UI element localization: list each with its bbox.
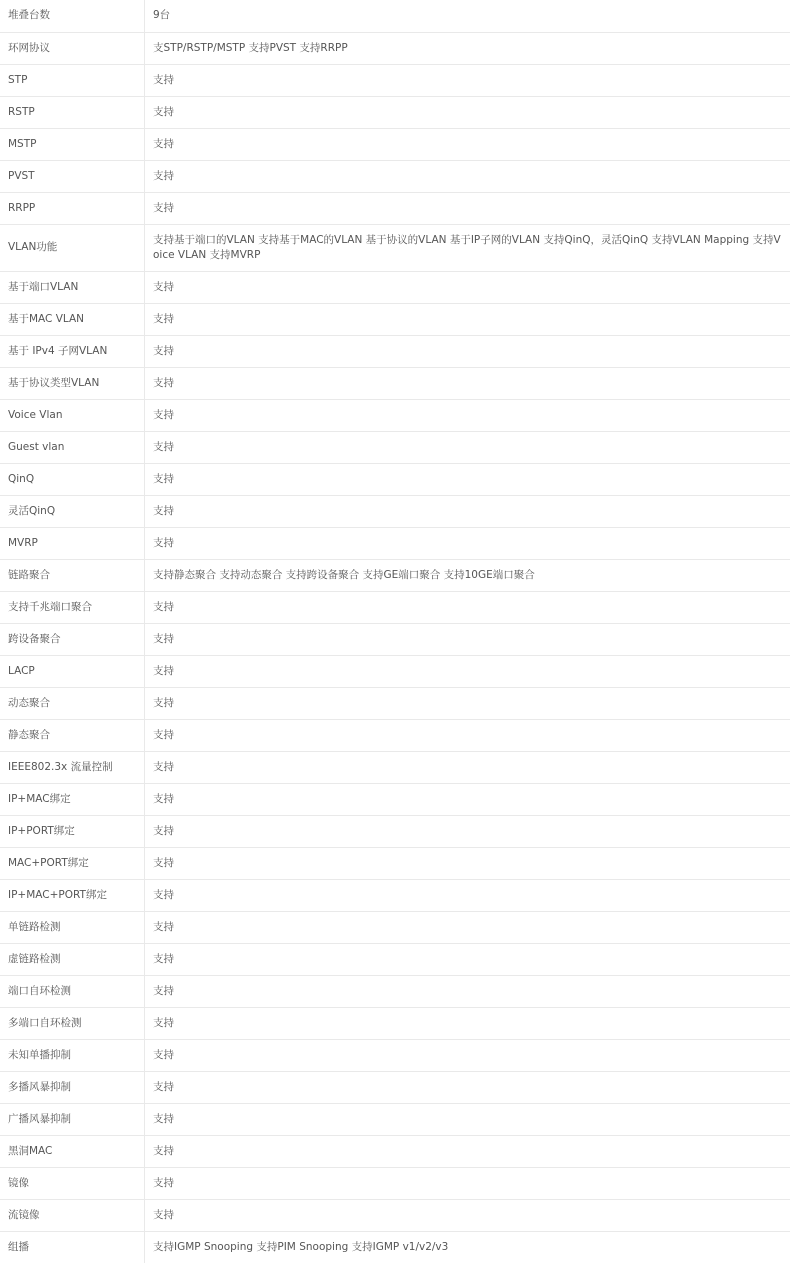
spec-value: 支持 <box>145 271 790 303</box>
spec-row <box>0 879 790 911</box>
spec-label: RSTP <box>0 96 145 128</box>
spec-label: RRPP <box>0 192 145 224</box>
spec-label: Voice Vlan <box>0 399 145 431</box>
spec-row <box>0 943 790 975</box>
spec-row <box>0 32 790 64</box>
spec-row <box>0 623 790 655</box>
spec-label: QinQ <box>0 463 145 495</box>
spec-row <box>0 224 790 271</box>
spec-label: 组播 <box>0 1231 145 1263</box>
spec-label: 流镜像 <box>0 1199 145 1231</box>
spec-row <box>0 1135 790 1167</box>
spec-row <box>0 655 790 687</box>
spec-row <box>0 1071 790 1103</box>
spec-row <box>0 335 790 367</box>
spec-row <box>0 192 790 224</box>
spec-value: 支持 <box>145 975 790 1007</box>
spec-value: 支持 <box>145 64 790 96</box>
spec-row <box>0 1007 790 1039</box>
spec-label: 基于协议类型VLAN <box>0 367 145 399</box>
spec-value: 支持 <box>145 1167 790 1199</box>
spec-label: LACP <box>0 655 145 687</box>
spec-row <box>0 399 790 431</box>
spec-row <box>0 719 790 751</box>
spec-row <box>0 751 790 783</box>
spec-value: 支持 <box>145 192 790 224</box>
spec-label: STP <box>0 64 145 96</box>
spec-value: 支持IGMP Snooping 支持PIM Snooping 支持IGMP v1/v2/v3 <box>145 1231 790 1263</box>
spec-label: 虚链路检测 <box>0 943 145 975</box>
spec-label: 支持千兆端口聚合 <box>0 591 145 623</box>
spec-label: MVRP <box>0 527 145 559</box>
spec-value: 支持 <box>145 303 790 335</box>
spec-row <box>0 0 790 32</box>
spec-row <box>0 911 790 943</box>
spec-label: 基于 IPv4 子网VLAN <box>0 335 145 367</box>
spec-value: 支持 <box>145 399 790 431</box>
spec-label: 动态聚合 <box>0 687 145 719</box>
spec-label: 基于端口VLAN <box>0 271 145 303</box>
spec-label: 未知单播抑制 <box>0 1039 145 1071</box>
spec-label: VLAN功能 <box>0 224 145 271</box>
spec-label: 多端口自环检测 <box>0 1007 145 1039</box>
spec-row <box>0 431 790 463</box>
spec-value: 支持 <box>145 495 790 527</box>
spec-value: 支持 <box>145 751 790 783</box>
spec-label: 广播风暴抑制 <box>0 1103 145 1135</box>
spec-label: 堆叠台数 <box>0 0 145 32</box>
spec-row <box>0 1103 790 1135</box>
spec-label: MSTP <box>0 128 145 160</box>
spec-value: 支持 <box>145 1039 790 1071</box>
spec-row <box>0 495 790 527</box>
spec-row <box>0 527 790 559</box>
spec-label: Guest vlan <box>0 431 145 463</box>
spec-row <box>0 463 790 495</box>
spec-label: MAC+PORT绑定 <box>0 847 145 879</box>
spec-label: 镜像 <box>0 1167 145 1199</box>
spec-label: 单链路检测 <box>0 911 145 943</box>
spec-value: 支持 <box>145 527 790 559</box>
spec-value: 支持 <box>145 815 790 847</box>
spec-label: 跨设备聚合 <box>0 623 145 655</box>
spec-row <box>0 591 790 623</box>
spec-value: 支持 <box>145 96 790 128</box>
spec-row <box>0 1039 790 1071</box>
spec-label: 灵活QinQ <box>0 495 145 527</box>
spec-row <box>0 64 790 96</box>
spec-value: 支持 <box>145 335 790 367</box>
spec-label: 端口自环检测 <box>0 975 145 1007</box>
spec-row <box>0 160 790 192</box>
spec-value: 支持 <box>145 879 790 911</box>
spec-value: 支持 <box>145 783 790 815</box>
spec-value: 支持 <box>145 623 790 655</box>
spec-row <box>0 303 790 335</box>
spec-row <box>0 367 790 399</box>
spec-value: 支持 <box>145 911 790 943</box>
spec-value: 支持 <box>145 1199 790 1231</box>
spec-value: 支持 <box>145 655 790 687</box>
spec-label: 基于MAC VLAN <box>0 303 145 335</box>
spec-row <box>0 847 790 879</box>
spec-row <box>0 1199 790 1231</box>
spec-row <box>0 975 790 1007</box>
spec-value: 支持 <box>145 687 790 719</box>
spec-value: 支持 <box>145 943 790 975</box>
spec-row <box>0 128 790 160</box>
spec-label: IEEE802.3x 流量控制 <box>0 751 145 783</box>
spec-label: 多播风暴抑制 <box>0 1071 145 1103</box>
spec-value: 支持 <box>145 367 790 399</box>
spec-row <box>0 96 790 128</box>
spec-row <box>0 1231 790 1263</box>
spec-row <box>0 559 790 591</box>
spec-label: IP+PORT绑定 <box>0 815 145 847</box>
spec-label: IP+MAC+PORT绑定 <box>0 879 145 911</box>
spec-label: 环网协议 <box>0 32 145 64</box>
spec-label: PVST <box>0 160 145 192</box>
spec-value: 9台 <box>145 0 790 32</box>
spec-row <box>0 271 790 303</box>
spec-value: 支持 <box>145 1135 790 1167</box>
spec-row <box>0 783 790 815</box>
spec-row <box>0 1167 790 1199</box>
spec-value: 支持 <box>145 431 790 463</box>
spec-label: 链路聚合 <box>0 559 145 591</box>
spec-value: 支持 <box>145 591 790 623</box>
spec-value: 支持 <box>145 719 790 751</box>
spec-value: 支持 <box>145 847 790 879</box>
spec-label: 静态聚合 <box>0 719 145 751</box>
spec-value: 支持 <box>145 160 790 192</box>
spec-label: IP+MAC绑定 <box>0 783 145 815</box>
spec-row <box>0 687 790 719</box>
spec-row <box>0 815 790 847</box>
spec-value: 支持 <box>145 1007 790 1039</box>
spec-value: 支持静态聚合 支持动态聚合 支持跨设备聚合 支持GE端口聚合 支持10GE端口聚合 <box>145 559 790 591</box>
spec-label: 黑洞MAC <box>0 1135 145 1167</box>
spec-value: 支持基于端口的VLAN 支持基于MAC的VLAN 基于协议的VLAN 基于IP子网的VLAN 支持QinQ，灵活QinQ 支持VLAN Mapping 支持Voice VLAN 支持MVRP <box>145 224 790 271</box>
spec-value: 支持 <box>145 1103 790 1135</box>
spec-value: 支持 <box>145 463 790 495</box>
spec-value: 支持 <box>145 1071 790 1103</box>
spec-value: 支持 <box>145 128 790 160</box>
spec-value: 支STP/RSTP/MSTP 支持PVST 支持RRPP <box>145 32 790 64</box>
